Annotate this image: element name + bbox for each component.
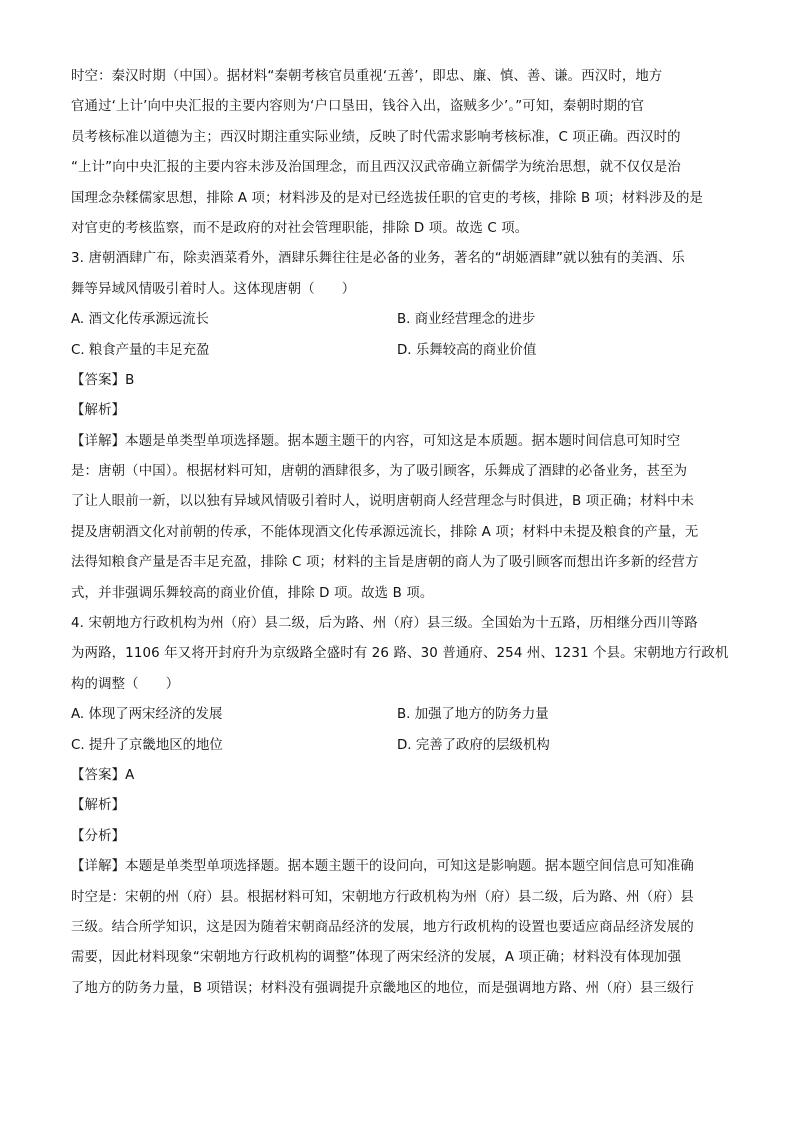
detail-line: 需要，因此材料现象“宋朝地方行政机构的调整”体现了两宋经济的发展，A 项正确；材料没有体现加强	[71, 950, 682, 966]
text-line: 时空：秦汉时期（中国）。据材料“秦朝考核官员重视‘五善’，即忠、廉、慎、善、谦。西汉时，地方	[71, 69, 663, 84]
detail-line: 式，并非强调乐舞较高的商业价值，排除 D 项。故选 B 项。	[71, 585, 434, 601]
detail-line: 是：唐朝（中国）。根据材料可知，唐朝的酒肆很多，为了吸引顾客，乐舞成了酒肆的必备业务，甚至为	[71, 464, 688, 480]
question-4	[71, 609, 729, 1004]
text-line: 对官吏的考核监察，而不是政府的对社会管理职能，排除 D 项。故选 C 项。	[71, 220, 529, 236]
detail-line: 提及唐朝酒文化对前朝的传承，不能体现酒文化传承源远流长，排除 A 项；材料中未提及粮食的产量，无	[71, 524, 699, 540]
fenxi-label: 【分析】	[71, 828, 126, 844]
question-stem-line: 3. 唐朝酒肆广布，除卖酒菜肴外，酒肆乐舞往往是必备的业务，著名的“胡姬酒肆”就以独有的美酒、乐	[71, 251, 685, 267]
detail-line: 【详解】本题是单类型单项选择题。据本题主题干的设问向，可知这是影响题。据本题空间信息可知准确	[71, 859, 694, 875]
option-a: A. 体现了两宋经济的发展	[71, 707, 223, 723]
option-row	[71, 336, 719, 366]
document-page	[71, 62, 729, 1004]
question-3	[71, 244, 719, 609]
analysis-label: 【解析】	[71, 798, 126, 814]
option-row	[71, 305, 719, 335]
text-line: 国理念杂糅儒家思想，排除 A 项；材料涉及的是对已经选拔任职的官吏的考核，排除 B 项；材料涉及的是	[71, 190, 704, 206]
detail-line: 【详解】本题是单类型单项选择题。据本题主题干的内容，可知这是本质题。据本题时间信息可知时空	[71, 433, 681, 449]
option-a: A. 酒文化传承源远流长	[71, 312, 209, 328]
option-b: B. 商业经营理念的进步	[397, 312, 536, 328]
text-line: 官通过‘上计’向中央汇报的主要内容则为‘户口垦田，钱谷入出，盗贼多少’。”可知，秦朝时期的官	[71, 99, 645, 115]
question-stem-line: 4. 宋朝地方行政机构为州（府）县二级，后为路、州（府）县三级。全国始为十五路，历相继分西川等路	[71, 616, 698, 632]
option-row	[71, 731, 719, 761]
detail-line: 了让人眼前一新，以以独有异域风情吸引着时人，说明唐朝商人经营理念与时俱进，B 项正确；材料中未	[71, 494, 695, 510]
question-stem-line: 舞等异域风情吸引着时人。这体现唐朝（ ）	[71, 281, 356, 297]
option-d: D. 完善了政府的层级机构	[397, 737, 550, 753]
text-line: “上计”向中央汇报的主要内容未涉及治国理念，而且西汉汉武帝确立新儒学为统治思想，就不仅仅是治	[71, 160, 681, 176]
analysis-label: 【解析】	[71, 403, 126, 419]
text-line: 员考核标准以道德为主；西汉时期注重实际业绩，反映了时代需求影响考核标准，C 项正确。西汉时的	[71, 129, 681, 145]
option-d: D. 乐舞较高的商业价值	[397, 342, 537, 358]
option-c: C. 粮食产量的丰足充盈	[71, 342, 210, 358]
q2-explanation	[71, 62, 719, 244]
answer-label: 【答案】A	[71, 767, 135, 783]
detail-line: 了地方的防务力量，B 项错误；材料没有强调提升京畿地区的地位，而是强调地方路、州（府）县三级行	[71, 980, 695, 996]
detail-line: 法得知粮食产量是否丰足充盈，排除 C 项；材料的主旨是唐朝的商人为了吸引顾客而想出许多新的经营方	[71, 555, 699, 571]
option-b: B. 加强了地方的防务力量	[397, 707, 549, 723]
question-stem-line: 为两路，1106 年又将开封府升为京级路全盛时有 26 路、30 普通府、254 州、1231 个县。宋朝地方行政机	[71, 646, 729, 662]
option-c: C. 提升了京畿地区的地位	[71, 737, 223, 753]
detail-line: 时空是：宋朝的州（府）县。根据材料可知，宋朝地方行政机构为州（府）县二级，后为路、州（府）县	[71, 889, 694, 905]
answer-label: 【答案】B	[71, 372, 135, 388]
option-row	[71, 700, 719, 730]
detail-line: 三级。结合所学知识，这是因为随着宋朝商品经济的发展，地方行政机构的设置也要适应商品经济发展的	[71, 919, 694, 935]
question-stem-line: 构的调整（ ）	[71, 676, 180, 692]
